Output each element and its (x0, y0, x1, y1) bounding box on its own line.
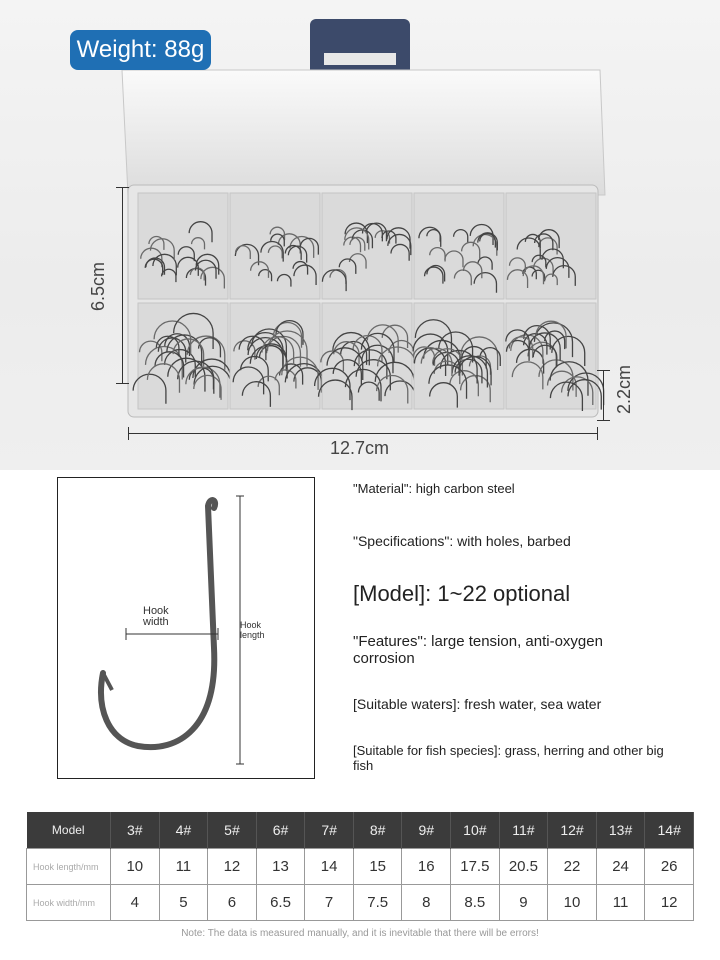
box-compartment (506, 193, 596, 299)
box-compartment (322, 193, 412, 299)
table-cell: 12 (645, 885, 694, 921)
model-header-cell: 10# (451, 812, 500, 849)
spec-specifications: "Specifications": with holes, barbed (353, 533, 571, 549)
table-cell: 11 (159, 849, 208, 885)
hook-drawing (58, 478, 314, 778)
depth-label: 2.2cm (614, 365, 634, 415)
model-header-cell: 12# (548, 812, 597, 849)
table-cell: 16 (402, 849, 451, 885)
product-photo-area (0, 0, 720, 470)
table-cell: 26 (645, 849, 694, 885)
box-compartment (414, 193, 504, 299)
height-tick-top (116, 187, 129, 188)
table-row (27, 849, 694, 885)
table-cell: 4 (111, 885, 160, 921)
hook-width-label: Hook width (143, 605, 169, 628)
table-header-row (27, 812, 694, 849)
row-label: Hook width/mm (27, 885, 111, 921)
row-label: Hook length/mm (27, 849, 111, 885)
table-cell: 8.5 (451, 885, 500, 921)
table-cell: 11 (596, 885, 645, 921)
table-cell: 14 (305, 849, 354, 885)
table-cell: 9 (499, 885, 548, 921)
model-header-cell: 9# (402, 812, 451, 849)
table-cell: 7.5 (353, 885, 402, 921)
box-compartment (138, 303, 228, 409)
table-header-label: Model (27, 812, 111, 849)
width-tick-left (128, 427, 129, 440)
model-header-cell: 7# (305, 812, 354, 849)
depth-tick-bottom (597, 420, 610, 421)
spec-features: "Features": large tension, anti-oxygen corrosion (353, 633, 603, 667)
size-table (26, 812, 694, 921)
table-cell: 10 (111, 849, 160, 885)
height-label: 6.5cm (88, 262, 108, 312)
table-cell: 10 (548, 885, 597, 921)
table-cell: 6.5 (256, 885, 305, 921)
measurement-note: Note: The data is measured manually, and it is inevitable that there will be errors! (181, 928, 539, 939)
model-header-cell: 3# (111, 812, 160, 849)
table-cell: 12 (208, 849, 257, 885)
model-header-cell: 4# (159, 812, 208, 849)
model-header-cell: 11# (499, 812, 548, 849)
table-cell: 6 (208, 885, 257, 921)
table-cell: 20.5 (499, 849, 548, 885)
model-header-cell: 14# (645, 812, 694, 849)
table-cell: 8 (402, 885, 451, 921)
table-cell: 7 (305, 885, 354, 921)
model-header-cell: 6# (256, 812, 305, 849)
tackle-box-image (110, 15, 630, 435)
table-cell: 5 (159, 885, 208, 921)
spec-waters: [Suitable waters]: fresh water, sea water (353, 696, 602, 712)
model-header-cell: 8# (353, 812, 402, 849)
hook-length-label: Hook length (240, 620, 265, 640)
spec-fish: [Suitable for fish species]: grass, herring and other big fish (353, 743, 664, 773)
height-tick-bottom (116, 383, 129, 384)
hook-diagram (57, 477, 315, 779)
height-dimension-line (122, 187, 123, 383)
table-cell: 15 (353, 849, 402, 885)
depth-tick-top (597, 370, 610, 371)
width-dimension-line (128, 433, 598, 434)
model-header-cell: 13# (596, 812, 645, 849)
table-row (27, 885, 694, 921)
table-cell: 22 (548, 849, 597, 885)
weight-badge: Weight: 88g (70, 30, 211, 70)
width-label: 12.7cm (330, 438, 390, 458)
table-cell: 17.5 (451, 849, 500, 885)
spec-material: "Material": high carbon steel (353, 481, 515, 496)
width-tick-right (597, 427, 598, 440)
spec-model: [Model]: 1~22 optional (353, 581, 571, 606)
table-cell: 24 (596, 849, 645, 885)
depth-dimension-line (603, 370, 604, 420)
table-cell: 13 (256, 849, 305, 885)
model-header-cell: 5# (208, 812, 257, 849)
